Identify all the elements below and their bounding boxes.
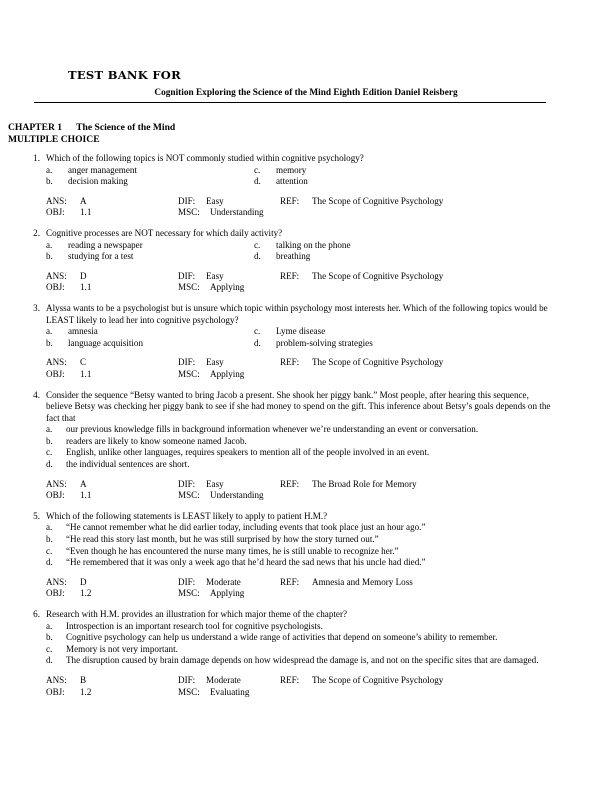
question-number: 5. bbox=[33, 510, 40, 521]
answer-choice[interactable] bbox=[254, 240, 351, 252]
metadata-row-obj bbox=[46, 588, 596, 600]
choice-letter: a. bbox=[46, 164, 53, 175]
question-item bbox=[8, 390, 596, 502]
ans-label: ANS: bbox=[46, 576, 67, 587]
choice-letter: c. bbox=[46, 545, 53, 556]
msc-value: Applying bbox=[210, 368, 245, 379]
ref-value: The Scope of Cognitive Psychology bbox=[312, 357, 444, 368]
choice-letter: a. bbox=[46, 424, 53, 435]
question-stem: Consider the sequence “Betsy wanted to bring Jacob a present. She shook her piggy bank.” Most people, after hearing this sequence, believe Betsy was checking her piggy bank to see if she had money to spend on the gift. This inference about Betsy’s goals depends on the fact that bbox=[46, 389, 551, 423]
choice-text: language acquisition bbox=[68, 337, 144, 348]
test-bank-title: TEST BANK FOR bbox=[68, 68, 181, 82]
ref-label: REF: bbox=[280, 674, 300, 685]
ref-label: REF: bbox=[280, 478, 300, 489]
page-header bbox=[68, 68, 544, 103]
dif-value: Moderate bbox=[206, 576, 241, 587]
answer-metadata bbox=[46, 675, 596, 698]
msc-label: MSC: bbox=[178, 207, 200, 218]
chapter-label: CHAPTER 1 bbox=[8, 122, 63, 133]
choice-letter: d. bbox=[46, 655, 53, 666]
answer-choice[interactable] bbox=[46, 424, 596, 436]
answer-metadata bbox=[46, 577, 596, 600]
metadata-row-obj bbox=[46, 369, 596, 381]
obj-value: 1.1 bbox=[80, 490, 92, 501]
ref-label: REF: bbox=[280, 195, 300, 206]
answer-choices bbox=[46, 165, 596, 188]
choice-text: Cognitive psychology can help us understand a wide range of activities that depend on someone’s ability to remember. bbox=[66, 632, 498, 643]
question-stem: Which of the following statements is LEAST likely to apply to patient H.M.? bbox=[46, 510, 328, 521]
chapter-title: The Science of the Mind bbox=[76, 122, 176, 133]
answer-choice[interactable] bbox=[46, 621, 596, 633]
answer-choice[interactable] bbox=[46, 534, 596, 546]
choice-text: “He read this story last month, but he was still surprised by how the story turned out.” bbox=[66, 534, 379, 545]
question-stem: Alyssa wants to be a psychologist but is unsure which topic within psychology most interests her. Which of the following topics would be LEAST likely to lead her into cognitive psychology? bbox=[46, 302, 548, 325]
answer-metadata bbox=[46, 479, 596, 502]
answer-choices bbox=[46, 240, 596, 263]
question-item bbox=[8, 609, 596, 698]
choice-letter: d. bbox=[46, 557, 53, 568]
ans-label: ANS: bbox=[46, 478, 67, 489]
obj-value: 1.2 bbox=[80, 686, 92, 697]
choice-text: anger management bbox=[68, 164, 137, 175]
answer-choice[interactable] bbox=[46, 655, 596, 667]
book-subtitle: Cognition Exploring the Science of the Mind Eighth Edition Daniel Reisberg bbox=[154, 88, 458, 98]
question-item bbox=[8, 153, 596, 219]
obj-label: OBJ: bbox=[46, 588, 65, 599]
choice-row bbox=[46, 176, 596, 188]
question-stem: Research with H.M. provides an illustration for which major theme of the chapter? bbox=[46, 609, 348, 619]
choice-row bbox=[46, 165, 596, 177]
msc-value: Applying bbox=[210, 282, 245, 293]
choice-letter: b. bbox=[46, 632, 53, 643]
choice-text: readers are likely to know someone named Jacob. bbox=[66, 435, 247, 446]
msc-value: Applying bbox=[210, 588, 245, 599]
answer-choices bbox=[46, 326, 596, 349]
choice-text: “Even though he has encountered the nurse many times, he is still unable to recognize her.” bbox=[66, 545, 399, 556]
answer-choice[interactable] bbox=[46, 557, 596, 569]
choice-letter: b. bbox=[46, 251, 53, 262]
choice-text: amnesia bbox=[68, 326, 98, 337]
obj-label: OBJ: bbox=[46, 207, 65, 218]
choice-text: studying for a test bbox=[68, 251, 134, 262]
choice-row bbox=[46, 240, 596, 252]
choice-text: The disruption caused by brain damage depends on how widespread the damage is, and not on the specific sites that are damaged. bbox=[66, 655, 539, 666]
metadata-row-obj bbox=[46, 490, 596, 502]
ref-label: REF: bbox=[280, 357, 300, 368]
metadata-row-ans bbox=[46, 271, 596, 283]
obj-value: 1.1 bbox=[80, 368, 92, 379]
question-list bbox=[8, 153, 596, 698]
answer-metadata bbox=[46, 357, 596, 380]
choice-row bbox=[46, 338, 596, 350]
dif-label: DIF: bbox=[178, 478, 196, 489]
metadata-row-ans bbox=[46, 357, 596, 369]
answer-choices bbox=[46, 424, 596, 470]
obj-label: OBJ: bbox=[46, 368, 65, 379]
choice-letter: d. bbox=[254, 337, 261, 348]
question-number: 1. bbox=[33, 153, 40, 163]
answer-choices bbox=[46, 522, 596, 568]
metadata-row-ans bbox=[46, 577, 596, 589]
question-number: 3. bbox=[33, 302, 40, 313]
choice-text: talking on the phone bbox=[276, 239, 351, 250]
answer-choice[interactable] bbox=[46, 240, 254, 252]
answer-choice[interactable] bbox=[46, 522, 596, 534]
chapter-heading bbox=[8, 122, 596, 133]
ans-value: D bbox=[80, 576, 87, 587]
metadata-row-ans bbox=[46, 479, 596, 491]
dif-value: Easy bbox=[206, 195, 224, 206]
choice-letter: a. bbox=[46, 239, 53, 250]
choice-letter: d. bbox=[46, 459, 53, 470]
question-item bbox=[8, 228, 596, 294]
choice-letter: a. bbox=[46, 620, 53, 631]
choice-text: problem-solving strategies bbox=[276, 337, 373, 348]
choice-letter: c. bbox=[254, 164, 261, 175]
answer-choice[interactable] bbox=[254, 176, 308, 188]
answer-metadata bbox=[46, 271, 596, 294]
answer-choice[interactable] bbox=[46, 165, 254, 177]
choice-text: “He cannot remember what he did earlier today, including events that took place just an hour ago.” bbox=[66, 522, 426, 533]
question-stem: Which of the following topics is NOT commonly studied within cognitive psychology? bbox=[46, 153, 364, 163]
dif-label: DIF: bbox=[178, 576, 196, 587]
dif-label: DIF: bbox=[178, 270, 196, 281]
choice-text: the individual sentences are short. bbox=[66, 459, 190, 470]
dif-label: DIF: bbox=[178, 674, 196, 685]
choice-letter: b. bbox=[46, 176, 53, 187]
ans-label: ANS: bbox=[46, 270, 67, 281]
choice-letter: c. bbox=[254, 239, 261, 250]
answer-choice[interactable] bbox=[46, 436, 596, 448]
choice-row bbox=[46, 326, 596, 338]
answer-choice[interactable] bbox=[46, 447, 596, 459]
answer-choice[interactable] bbox=[46, 176, 254, 188]
choice-letter: b. bbox=[46, 337, 53, 348]
ans-label: ANS: bbox=[46, 357, 67, 368]
choice-letter: c. bbox=[254, 326, 261, 337]
choice-text: memory bbox=[276, 164, 307, 175]
choice-letter: c. bbox=[46, 643, 53, 654]
answer-choice[interactable] bbox=[254, 326, 325, 338]
question-number: 6. bbox=[33, 609, 40, 619]
question-number: 2. bbox=[33, 227, 40, 238]
choice-row bbox=[46, 251, 596, 263]
choice-text: English, unlike other languages, requires speakers to mention all of the people involved in an event. bbox=[66, 447, 430, 458]
choice-text: decision making bbox=[68, 176, 128, 187]
choice-letter: d. bbox=[254, 251, 261, 262]
answer-choice[interactable] bbox=[46, 459, 596, 471]
ans-value: C bbox=[80, 357, 87, 368]
dif-value: Easy bbox=[206, 270, 224, 281]
answer-choice[interactable] bbox=[254, 251, 310, 263]
answer-choices bbox=[46, 621, 596, 667]
answer-choice[interactable] bbox=[46, 546, 596, 558]
ans-value: A bbox=[80, 478, 87, 489]
choice-text: breathing bbox=[276, 251, 311, 262]
choice-text: “He remembered that it was only a week ago that he’d heard the sad news that his uncle had died.” bbox=[66, 557, 426, 568]
choice-letter: a. bbox=[46, 522, 53, 533]
metadata-row-obj bbox=[46, 687, 596, 699]
msc-label: MSC: bbox=[178, 490, 200, 501]
document-body bbox=[8, 122, 596, 707]
question-item bbox=[8, 511, 596, 600]
msc-value: Understanding bbox=[210, 207, 264, 218]
msc-label: MSC: bbox=[178, 686, 200, 697]
choice-letter: c. bbox=[46, 447, 53, 458]
answer-metadata bbox=[46, 196, 596, 219]
metadata-row-ans bbox=[46, 675, 596, 687]
metadata-row-ans bbox=[46, 196, 596, 208]
dif-label: DIF: bbox=[178, 195, 196, 206]
ref-value: The Scope of Cognitive Psychology bbox=[312, 195, 444, 206]
metadata-row-obj bbox=[46, 282, 596, 294]
choice-letter: d. bbox=[254, 176, 261, 187]
dif-label: DIF: bbox=[178, 357, 196, 368]
choice-text: attention bbox=[276, 176, 308, 187]
answer-choice[interactable] bbox=[46, 338, 254, 350]
section-heading: MULTIPLE CHOICE bbox=[8, 134, 100, 145]
msc-value: Evaluating bbox=[210, 686, 250, 697]
question-item bbox=[8, 303, 596, 381]
ref-value: The Scope of Cognitive Psychology bbox=[312, 674, 444, 685]
choice-text: Memory is not very important. bbox=[66, 643, 178, 654]
obj-value: 1.1 bbox=[80, 282, 92, 293]
obj-label: OBJ: bbox=[46, 490, 65, 501]
answer-choice[interactable] bbox=[254, 338, 373, 350]
obj-value: 1.2 bbox=[80, 588, 92, 599]
ref-label: REF: bbox=[280, 576, 300, 587]
choice-letter: b. bbox=[46, 435, 53, 446]
choice-letter: a. bbox=[46, 326, 53, 337]
ref-value: The Broad Role for Memory bbox=[312, 478, 417, 489]
ans-value: B bbox=[80, 674, 87, 685]
dif-value: Moderate bbox=[206, 674, 241, 685]
dif-value: Easy bbox=[206, 357, 224, 368]
obj-value: 1.1 bbox=[80, 207, 92, 218]
metadata-row-obj bbox=[46, 207, 596, 219]
ans-value: A bbox=[80, 195, 87, 206]
ref-label: REF: bbox=[280, 270, 300, 281]
choice-letter: b. bbox=[46, 534, 53, 545]
answer-choice[interactable] bbox=[46, 644, 596, 656]
msc-label: MSC: bbox=[178, 588, 200, 599]
dif-value: Easy bbox=[206, 478, 224, 489]
ans-label: ANS: bbox=[46, 674, 67, 685]
ref-value: Amnesia and Memory Loss bbox=[312, 576, 413, 587]
ans-value: D bbox=[80, 270, 87, 281]
msc-label: MSC: bbox=[178, 282, 200, 293]
answer-choice[interactable] bbox=[46, 632, 596, 644]
choice-text: our previous knowledge fills in background information whenever we’re understanding an event or conversation. bbox=[66, 424, 479, 435]
choice-text: reading a newspaper bbox=[68, 239, 143, 250]
question-number: 4. bbox=[33, 389, 40, 400]
answer-choice[interactable] bbox=[46, 251, 254, 263]
msc-label: MSC: bbox=[178, 368, 200, 379]
msc-value: Understanding bbox=[210, 490, 264, 501]
question-stem: Cognitive processes are NOT necessary for which daily activity? bbox=[46, 227, 283, 238]
header-divider bbox=[34, 102, 546, 103]
ref-value: The Scope of Cognitive Psychology bbox=[312, 270, 444, 281]
obj-label: OBJ: bbox=[46, 686, 65, 697]
answer-choice[interactable] bbox=[46, 326, 254, 338]
ans-label: ANS: bbox=[46, 195, 67, 206]
obj-label: OBJ: bbox=[46, 282, 65, 293]
choice-text: Lyme disease bbox=[276, 326, 326, 337]
choice-text: Introspection is an important research tool for cognitive psychologists. bbox=[66, 620, 323, 631]
answer-choice[interactable] bbox=[254, 165, 306, 177]
